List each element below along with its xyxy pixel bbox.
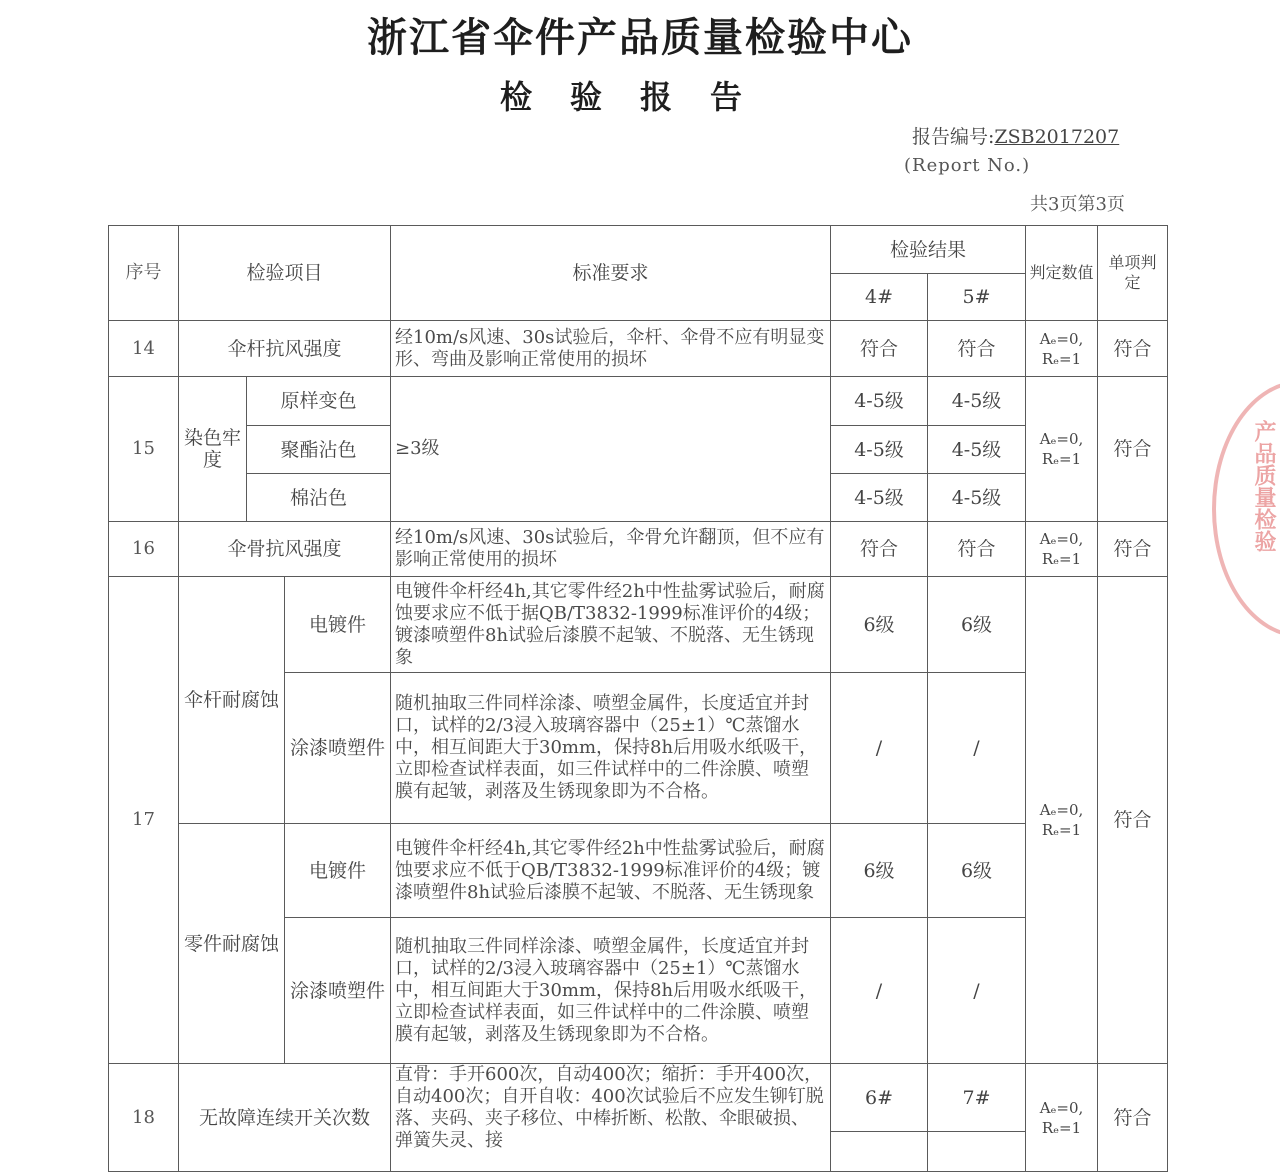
row-seq: 15	[109, 377, 179, 522]
header-sample-5: 5#	[928, 274, 1026, 321]
table-row	[109, 824, 1168, 918]
header-sample-4: 4#	[831, 274, 928, 321]
result-5: 4-5级	[928, 474, 1026, 522]
judge-value: Aₑ=0, Rₑ=1	[1026, 321, 1098, 377]
result-4: 符合	[831, 522, 928, 577]
result-5: /	[928, 673, 1026, 824]
row-standard: 随机抽取三件同样涂漆、喷塑金属件，长度适宜并封口，试样的2/3浸入玻璃容器中（25±1）℃蒸馏水中，相互间距大于30mm，保持8h后用吸水纸吸干，立即检查试样表面，如三件试样中的二件涂膜、喷塑膜有起皱，剥落及生锈现象即为不合格。	[391, 918, 831, 1064]
result-4: 4-5级	[831, 377, 928, 426]
sub-item: 聚酯沾色	[247, 426, 391, 474]
sub-item: 原样变色	[247, 377, 391, 426]
result-4: /	[831, 918, 928, 1064]
row-seq: 18	[109, 1064, 179, 1172]
group-item: 伞杆耐腐蚀	[179, 577, 285, 824]
report-number-en: (Report No.)	[904, 155, 1031, 176]
result-4: 4-5级	[831, 474, 928, 522]
document-subtitle: 检验报告	[499, 78, 780, 116]
sub-item: 电镀件	[285, 577, 391, 673]
row-standard: 直骨：手开600次，自动400次；缩折：手开400次，自动400次；自开自收：400次试验后不应发生铆钉脱落、夹码、夹子移位、中棒折断、松散、伞眼破损、弹簧失灵、接	[391, 1064, 831, 1172]
row-standard: 随机抽取三件同样涂漆、喷塑金属件，长度适宜并封口，试样的2/3浸入玻璃容器中（25±1）℃蒸馏水中，相互间距大于30mm，保持8h后用吸水纸吸干，立即检查试样表面，如三件试样中的二件涂膜、喷塑膜有起皱，剥落及生锈现象即为不合格。	[391, 673, 831, 824]
group-item: 零件耐腐蚀	[179, 824, 285, 1064]
row-seq: 14	[109, 321, 179, 377]
table-row	[109, 522, 1168, 577]
row-seq: 17	[109, 577, 179, 1064]
inspection-table	[108, 225, 1168, 1172]
result-4	[831, 1132, 928, 1172]
row-standard: 电镀件伞杆经4h,其它零件经2h中性盐雾试验后，耐腐蚀要求应不低于据QB/T3832-1999标准评价的4级；镀漆喷塑件8h试验后漆膜不起皱、不脱落、无生锈现象	[391, 577, 831, 673]
result-5	[928, 1132, 1026, 1172]
result-5: /	[928, 918, 1026, 1064]
report-number-label: 报告编号:	[912, 126, 995, 148]
table-row	[109, 577, 1168, 673]
result-5: 符合	[928, 321, 1026, 377]
header-standard: 标准要求	[391, 226, 831, 321]
result-5: 4-5级	[928, 426, 1026, 474]
single-judge: 符合	[1098, 377, 1168, 522]
row-standard: 电镀件伞杆经4h,其它零件经2h中性盐雾试验后，耐腐蚀要求应不低于QB/T3832-1999标准评价的4级；镀漆喷塑件8h试验后漆膜不起皱、不脱落、无生锈现象	[391, 824, 831, 918]
sub-item: 棉沾色	[247, 474, 391, 522]
table-row	[109, 377, 1168, 426]
result-5: 符合	[928, 522, 1026, 577]
row-standard: ≥3级	[391, 377, 831, 522]
header-seq: 序号	[109, 226, 179, 321]
sub-item: 涂漆喷塑件	[285, 673, 391, 824]
row-seq: 16	[109, 522, 179, 577]
sample-6: 6#	[831, 1064, 928, 1132]
judge-value: Aₑ=0, Rₑ=1	[1026, 577, 1098, 1064]
row-standard: 经10m/s风速、30s试验后，伞杆、伞骨不应有明显变形、弯曲及影响正常使用的损坏	[391, 321, 831, 377]
red-seal-text: 产品质量检验	[1251, 420, 1277, 552]
sub-item: 涂漆喷塑件	[285, 918, 391, 1064]
header-item: 检验项目	[179, 226, 391, 321]
result-4: 4-5级	[831, 426, 928, 474]
row-item: 伞骨抗风强度	[179, 522, 391, 577]
single-judge: 符合	[1098, 522, 1168, 577]
table-row	[109, 321, 1168, 377]
row-item: 伞杆抗风强度	[179, 321, 391, 377]
row-item: 无故障连续开关次数	[179, 1064, 391, 1172]
report-number-value: ZSB2017207	[994, 126, 1120, 148]
header-judge-value: 判定数值	[1026, 226, 1098, 321]
single-judge: 符合	[1098, 321, 1168, 377]
row-standard: 经10m/s风速、30s试验后，伞骨允许翻顶，但不应有影响正常使用的损坏	[391, 522, 831, 577]
judge-value: Aₑ=0, Rₑ=1	[1026, 377, 1098, 522]
table-row	[109, 1064, 1168, 1132]
judge-value: Aₑ=0, Rₑ=1	[1026, 522, 1098, 577]
result-5: 4-5级	[928, 377, 1026, 426]
result-5: 6级	[928, 577, 1026, 673]
single-judge: 符合	[1098, 577, 1168, 1064]
sub-item: 电镀件	[285, 824, 391, 918]
header-single-judge: 单项判定	[1098, 226, 1168, 321]
report-number	[912, 122, 1119, 149]
result-5: 6级	[928, 824, 1026, 918]
sample-7: 7#	[928, 1064, 1026, 1132]
header-result: 检验结果	[831, 226, 1026, 274]
result-4: 6级	[831, 577, 928, 673]
result-4: /	[831, 673, 928, 824]
page-info: 共3页第3页	[1030, 194, 1125, 215]
single-judge: 符合	[1098, 1064, 1168, 1172]
result-4: 6级	[831, 824, 928, 918]
row-item: 染色牢度	[179, 377, 247, 522]
document-title: 浙江省伞件产品质量检验中心	[367, 14, 913, 61]
result-4: 符合	[831, 321, 928, 377]
judge-value: Aₑ=0, Rₑ=1	[1026, 1064, 1098, 1172]
